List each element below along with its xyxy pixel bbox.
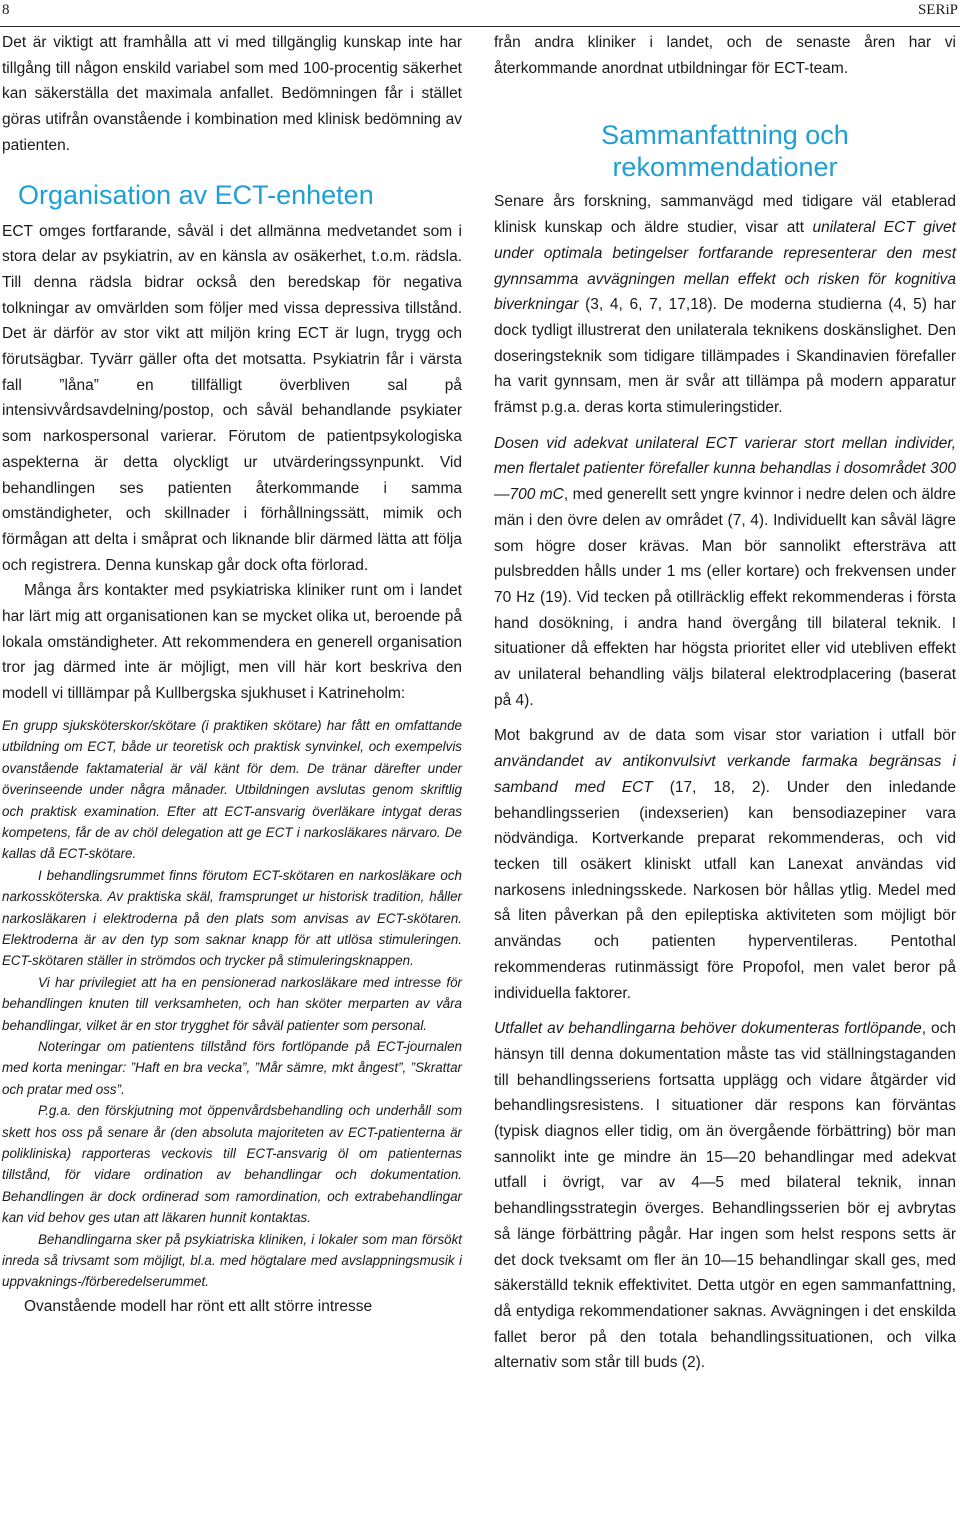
- inset-paragraph: Behandlingarna sker på psykiatriska kliniken, i lokaler som man försökt inreda så trivsamt som möjligt, bl.a. med högtalare med avslappningsmusik i uppvaknings-/förberedelserummet.: [2, 1231, 462, 1290]
- page-header: [0, 0, 960, 27]
- text-run: Mot bakgrund av de data som visar stor variation i utfall bör: [494, 727, 956, 745]
- inset-paragraph: Noteringar om patientens tillstånd förs fortlöpande på ECT-journalen med korta meningar: ”Haft en bra vecka”, ”Mår sämre, mkt ångest”, ”Skrattar och pratar med oss”.: [2, 1038, 462, 1097]
- emphasis-text: användandet av antikonvulsivt verkande farmaka begränsas i samband med ECT: [494, 753, 956, 796]
- continued-paragraph: från andra kliniker i landet, och de senaste åren har vi återkommande anordnat utbildningar för ECT-team.: [494, 34, 956, 77]
- text-run: , med generellt sett yngre kvinnor i nedre delen och äldre män i den övre delen av området (7, 4). Individuellt kan såväl lägre som högre doser krävas. Man bör sannolikt eftersträva att pulsbredden hålls under 1 ms (eller kortare) och frekvensen under 70 Hz (19). Vid tecken på otillräcklig effekt rekommenderas i första hand dosökning, i andra hand övergång till bilateral teknik. I situationer då effekten har högsta prioritet eller vid utebliven effekt av unilateral behandling väljs bilateral elektrodplacering (baserat på 4).: [494, 486, 956, 709]
- section-heading-summary: Sammanfattning och rekommendationer: [601, 120, 849, 183]
- body-paragraph: Många års kontakter med psykiatriska kliniker runt om i landet har lärt mig att organisationen kan se mycket olika ut, beroende på lokala omständigheter. Att rekommendera en generell organisation tror jag därmed inte är möjligt, men vill här kort beskriva den modell vi tilllämpar på Kullbergska sjukhuset i Katrineholm:: [2, 582, 462, 703]
- section-heading-organisation: Organisation av ECT-enheten: [18, 179, 374, 210]
- text-run: (17, 18, 2). Under den inledande behandlingsserien (indexserien) kan bensodiazepiner vara nödvändiga. Kortverkande preparat rekommenderas, och vid tecken till osäkert kliniskt utfall kan Lanexat användas vid narkosens inledningsskede. Narkosen bör hållas ytlig. Medel med så liten påverkan på den epileptiska aktiviteten som möjligt bör användas och patienten hyperventileras. Pentothal rekommenderas rutinmässigt före Propofol, men valet beror på individuella faktorer.: [494, 778, 956, 1002]
- body-paragraph: [494, 723, 956, 1006]
- emphasis-text: Dosen vid adekvat unilateral ECT varierar stort mellan individer, men flertalet patienter förefaller kunna behandlas i dosområdet 300—700 mC: [494, 434, 956, 504]
- closing-paragraph: Ovanstående modell har rönt ett allt större intresse: [24, 1297, 373, 1315]
- body-paragraph: [494, 1016, 956, 1376]
- text-run: , och hänsyn till denna dokumentation måste tas vid ställningstaganden till behandlingsseriens fortsatta upplägg och vidare åtgärder vid behandlingsresistens. I situationer där respons kan förväntas (typisk diagnos eller tidig, om än övergående förbättring) bör man sannolikt inte ge mindre än 15—20 behandlingar med adekvat utfall i övrigt, var av 4—5 med bilateral teknik, innan behandlingsstrategin överges. Behandlingsserien bör ej avbrytas så länge förbättring pågår. Har ingen som helst respons setts är det dock tveksamt om fler än 10—15 behandlingar skall ges, med säkerställd teknik effektivitet. Detta utgör en egen sammanfattning, då entydiga rekommendationer saknas. Avvägningen i det enskilda fallet beror på den totala behandlingssituationen, och vilka alternativ som står till buds (2).: [494, 1020, 956, 1372]
- intro-paragraph: Det är viktigt att framhålla att vi med tillgänglig kunskap inte har tillgång till någon enskild variabel som med 100-procentig säkerhet kan säkerställa det maximala anfallet. Bedömningen får i stället göras utifrån ovanstående i kombination med klinisk bedömning av patienten.: [2, 34, 462, 154]
- inset-paragraph: En grupp sjuksköterskor/skötare (i praktiken skötare) har fått en omfattande utbildning om ECT, både ur teoretisk och praktisk synvinkel, och exempelvis ovanstående faktamaterial är väl känt för dem. De tränar därefter under överinseende under några månader. Utbildningen avslutas genom skriftlig och praktisk examination. Efter att ECT-ansvarig överläkare intygat deras kompetens, får de av chöl delegation att ge ECT i narkosläkares närvaro. De kallas då ECT-skötare.: [2, 717, 462, 862]
- inset-paragraph: I behandlingsrummet finns förutom ECT-skötaren en narkosläkare och narkossköterska. Av praktiska skäl, framsprunget ur historisk tradition, håller narkosläkaren i elektroderna på den plats som anvisas av ECT-skötaren. Elektroderna är av den typ som saknar knapp för att utlösa stimuleringen. ECT-skötaren ställer in strömdos och trycker på stimuleringsknappen.: [2, 867, 462, 969]
- inset-paragraph: Vi har privilegiet att ha en pensionerad narkosläkare med intresse för behandlingen knuten till verksamheten, och han sköter merparten av våra behandlingar, vilket är en stor trygghet för såväl patienter som personal.: [2, 974, 462, 1033]
- body-paragraph: ECT omges fortfarande, såväl i det allmänna medvetandet som i stora delar av psykiatrin, av en känsla av osäkerhet, t.o.m. rädsla. Till denna rädsla bidrar också den beredskap för negativa tolkningar av omvärlden som följer med vissa depressiva tillstånd. Det är därför av stor vikt att miljön kring ECT är lugn, trygg och förutsägbar. Tyvärr gäller ofta det motsatta. Psykiatrin får i värsta fall ”låna” en tillfälligt överbliven sal på intensivvårdsavdelning/postop, och såväl behandlande psykiater som narkospersonal varierar. Förutom de patientpsykologiska aspekterna är detta olyckligt ur utvärderingssynpunkt. Vid behandlingen ses patienten återkommande i samma omständigheter, och skillnader i förhållningssätt, mimik och förmågan att delta i småprat och liknande blir därmed lätta att följa och registrera. Denna kunskap går dock ofta förlorad.: [2, 222, 462, 574]
- page-number: 8: [2, 2, 10, 18]
- inset-paragraph: P.g.a. den förskjutning mot öppenvårdsbehandling och underhåll som skett hos oss på senare år (den absoluta majoriteten av ECT-patienterna är polikliniska) rapporteras veckovis till ECT-ansvarig öl om patienternas tillstånd, för vidare ordination av behandlingar och dokumentation. Behandlingen är dock ordinerad som ramordination, och extrabehandlingar kan vid behov ges utan att läkaren hunnit kontaktas.: [2, 1103, 462, 1226]
- emphasis-text: Utfallet av behandlingarna behöver dokumenteras fortlöpande: [494, 1020, 922, 1038]
- text-run: (3, 4, 6, 7, 17,18). De moderna studierna (4, 5) har dock tydligt illustrerat den unilaterala teknikens doskänslighet. Den doseringsteknik som tidigare tillämpades i Skandinavien förefaller ha varit gynnsam, men är svår att tillämpa på modern apparatur främst p.g.a. deras korta stimuleringstider.: [494, 296, 956, 417]
- body-paragraph: [494, 189, 956, 420]
- right-column: [494, 30, 956, 1376]
- text-run: Senare års forskning, sammanvägd med tidigare väl etablerad klinisk kunskap och äldre studier, visar att: [494, 193, 956, 237]
- journal-name: SERiP: [917, 2, 958, 18]
- emphasis-text: unilateral ECT givet under optimala betingelser fortfarande representerar den mest gynnsamma avvägningen mellan effekt och risken för kognitiva biverkningar: [494, 219, 956, 314]
- body-paragraph: [494, 431, 956, 714]
- model-description-inset: [2, 715, 462, 1293]
- left-column: [2, 30, 462, 1319]
